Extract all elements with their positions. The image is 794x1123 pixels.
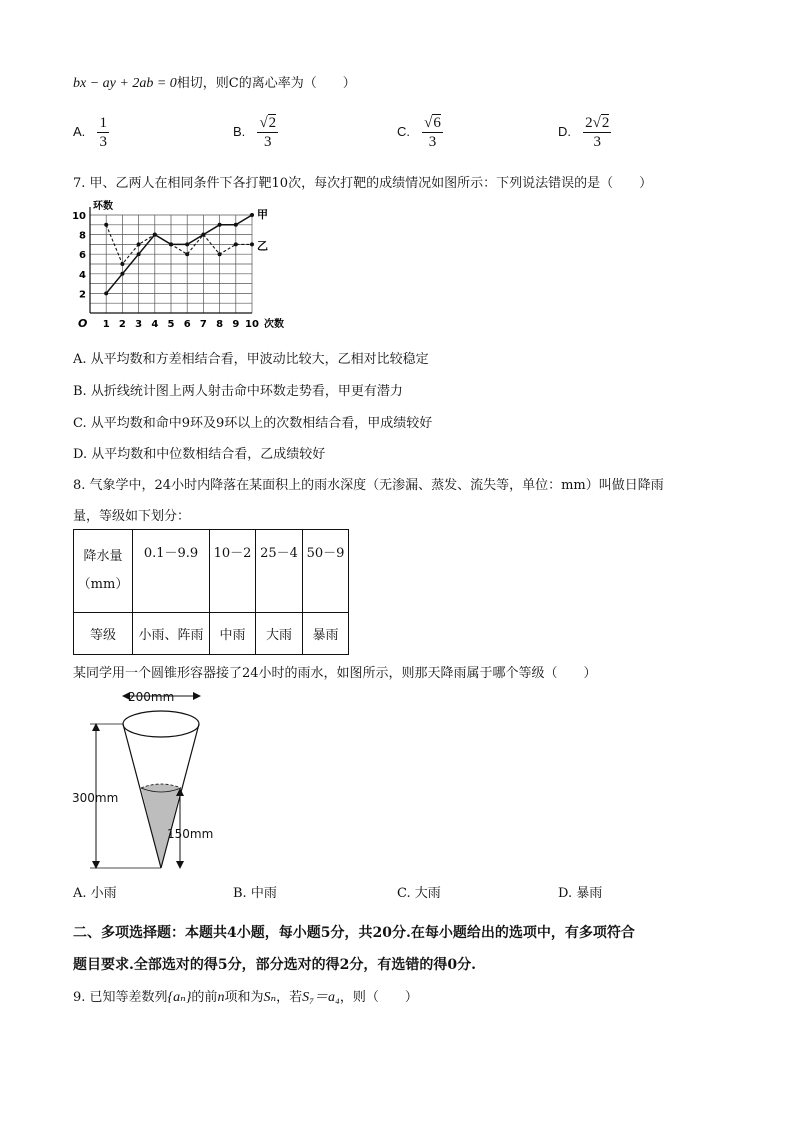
- table-cell: 暴雨: [303, 613, 349, 655]
- fraction: $\frac{√6}{3}$: [424, 115, 441, 150]
- q6-stem-text: 相切，则C的离心率为（ ）: [176, 76, 356, 91]
- data-point: [120, 262, 124, 266]
- data-point: [153, 233, 157, 237]
- data-point: [120, 272, 124, 276]
- table-cell: 小雨、阵雨: [133, 613, 210, 655]
- table-header-label: 降水量 （mm）: [74, 530, 133, 613]
- section2-heading-line2: 题目要求.全部选对的得5分，部分选对的得2分，有选错的得0分.: [73, 957, 476, 973]
- q8-option-d[interactable]: D. 暴雨: [558, 886, 603, 901]
- cone-container-figure: [70, 686, 240, 876]
- y-tick-label: 10: [72, 211, 86, 222]
- q8-stem-line2: 量，等级如下划分：: [73, 509, 191, 524]
- x-tick-label: 6: [183, 319, 191, 330]
- q9-stem: 9. 已知等差数列{aₙ}的前n项和为Sₙ，若S₇＝a₄，则（ ）: [73, 990, 418, 1005]
- x-axis-label: 次数: [264, 319, 284, 330]
- fraction: $\frac{1}{3}$: [99, 115, 107, 150]
- data-point: [169, 242, 173, 246]
- q7-option-a[interactable]: A. 从平均数和方差相结合看，甲波动比较大，乙相对比较稳定: [73, 352, 429, 367]
- data-point: [234, 242, 238, 246]
- x-tick-label: 1: [102, 319, 110, 330]
- fraction: $\frac{2√2}{3}$: [585, 115, 610, 150]
- data-point: [104, 223, 108, 227]
- origin-label: O: [78, 317, 88, 330]
- data-point: [218, 252, 222, 256]
- data-point: [250, 242, 254, 246]
- legend-label: 乙: [257, 239, 268, 253]
- q8-option-a[interactable]: A. 小雨: [73, 886, 117, 901]
- data-point: [201, 233, 205, 237]
- table-cell: 50－9: [303, 530, 349, 613]
- table-cell: 中雨: [210, 613, 256, 655]
- x-tick-label: 8: [216, 319, 224, 330]
- data-point: [104, 291, 108, 295]
- score-line-chart: [70, 195, 300, 340]
- y-tick-label: 6: [79, 250, 86, 262]
- q6-option-d[interactable]: D. $\frac{2√2}{3}$: [558, 115, 610, 150]
- table-cell: 10－2: [210, 530, 256, 613]
- section2-heading-line1: 二、多项选择题：本题共4小题，每小题5分，共20分.在每小题给出的选项中，有多项符合: [73, 925, 635, 941]
- data-point: [137, 242, 141, 246]
- data-point: [234, 223, 238, 227]
- data-point: [185, 252, 189, 256]
- q6-option-b[interactable]: B. $\frac{√2}{3}$: [233, 115, 277, 150]
- y-tick-label: 4: [79, 269, 86, 281]
- q8-option-b[interactable]: B. 中雨: [233, 886, 277, 901]
- table-cell: 0.1－9.9: [133, 530, 210, 613]
- data-point: [137, 252, 141, 256]
- chart-grid: [90, 215, 252, 313]
- x-tick-label: 4: [151, 319, 159, 330]
- y-axis-label: 环数: [93, 201, 113, 212]
- x-tick-label: 7: [199, 319, 207, 330]
- q6-option-c[interactable]: C. $\frac{√6}{3}$: [397, 115, 441, 150]
- height-label: 300mm: [72, 791, 119, 805]
- table-cell: 大雨: [256, 613, 303, 655]
- data-point: [185, 242, 189, 246]
- table-cell: 25－4: [256, 530, 303, 613]
- q7-option-b[interactable]: B. 从折线统计图上两人射击命中环数走势看，甲更有潜力: [73, 384, 403, 399]
- q8-option-c[interactable]: C. 大雨: [397, 886, 441, 901]
- q8-stem-line1: 8. 气象学中，24小时内降落在某面积上的雨水深度（无渗漏、蒸发、流失等，单位：mm）叫做日降雨: [73, 478, 664, 493]
- rainfall-grade-table: [73, 529, 349, 655]
- water-fill: [141, 784, 181, 868]
- y-tick-label: 2: [79, 289, 86, 301]
- data-point: [250, 213, 254, 217]
- water-height-label: 150mm: [167, 827, 214, 841]
- q6-option-a[interactable]: A. $\frac{1}{3}$: [73, 115, 107, 150]
- q8-after-table: 某同学用一个圆锥形容器接了24小时的雨水，如图所示，则那天降雨属于哪个等级（ ）: [73, 666, 597, 681]
- y-tick-label: 8: [79, 230, 86, 242]
- q7-stem: 7. 甲、乙两人在相同条件下各打靶10次，每次打靶的成绩情况如图所示：下列说法错误的是（ ）: [73, 176, 653, 191]
- q7-option-c[interactable]: C. 从平均数和命中9环及9环以上的次数相结合看，甲成绩较好: [73, 416, 433, 431]
- width-label: 200mm: [128, 690, 175, 704]
- legend-label: 甲: [257, 208, 268, 221]
- x-tick-label: 9: [232, 319, 240, 330]
- x-tick-label: 3: [135, 319, 143, 330]
- table-row-label: 等级: [74, 613, 133, 655]
- cone-rim: [123, 711, 199, 737]
- tangent-line-equation: bx − ay + 2ab = 0: [73, 76, 177, 91]
- fraction: $\frac{√2}{3}$: [259, 115, 277, 150]
- q6-stem-tail: [73, 72, 356, 92]
- x-tick-label: 5: [167, 319, 175, 330]
- x-tick-label: 10: [245, 319, 259, 330]
- data-point: [218, 223, 222, 227]
- x-tick-label: 2: [118, 319, 126, 330]
- q7-option-d[interactable]: D. 从平均数和中位数相结合看，乙成绩较好: [73, 447, 326, 462]
